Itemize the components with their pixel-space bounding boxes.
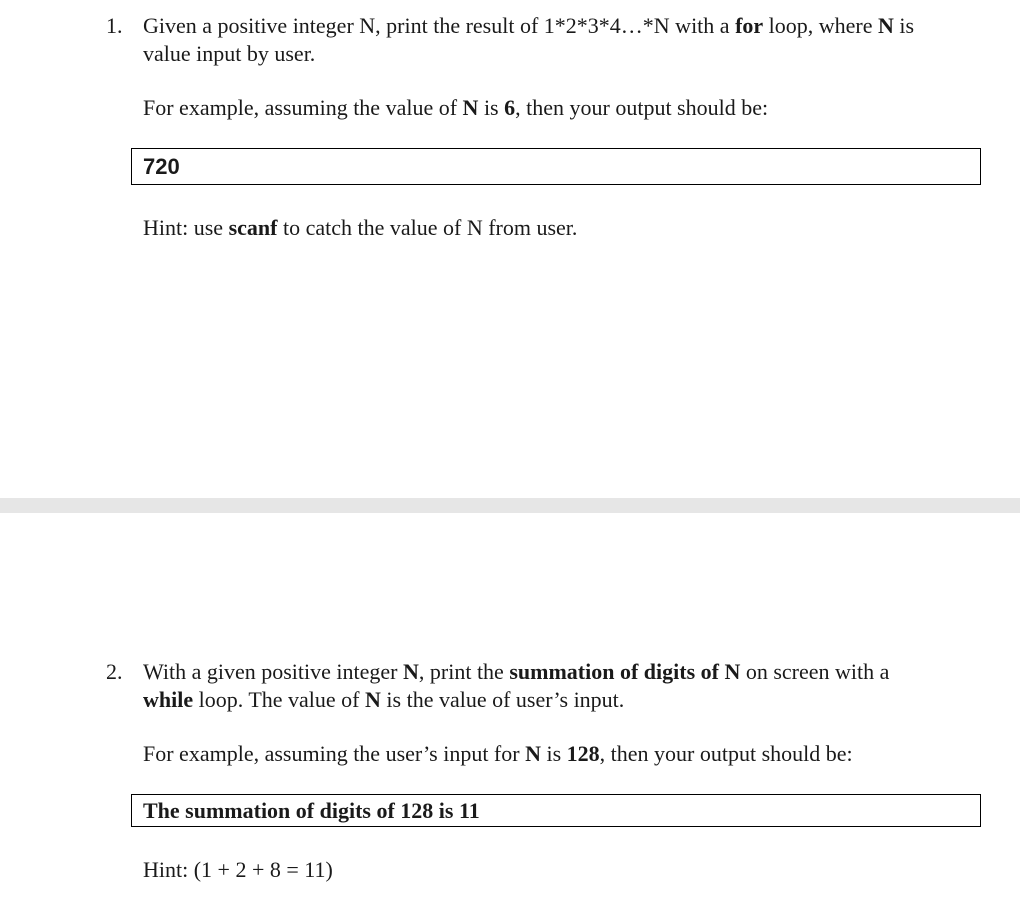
q2-example-text: For example, assuming the user’s input for [143, 741, 526, 766]
q1-example-text: , then your output should be: [515, 95, 769, 120]
q2-text: , print the [418, 659, 510, 684]
q2-text: loop. The value of [193, 687, 366, 712]
q2-text: With a given positive integer [143, 659, 403, 684]
q1-hint-text: to catch the value of N from user. [277, 215, 578, 240]
q1-keyword-for: for [735, 13, 764, 38]
q1-example [143, 94, 973, 122]
q1-text: loop, where [763, 13, 879, 38]
q2-hint [143, 856, 973, 884]
q2-emphasis: summation of digits of N [509, 659, 741, 684]
q1-example-text: For example, assuming the value of [143, 95, 463, 120]
q2-hint-text: Hint: (1 + 2 + 8 = 11) [143, 857, 333, 882]
q1-hint-text: Hint: use [143, 215, 229, 240]
q1-prompt [143, 12, 973, 68]
q2-output-text: The summation of digits of 128 is 11 [143, 798, 480, 823]
q2-number: 2. [106, 659, 123, 684]
q1-hint [143, 214, 973, 242]
q2-text: on screen with a [740, 659, 890, 684]
q2-var-n: N [403, 659, 419, 684]
q2-output-box [131, 794, 981, 827]
q2-example [143, 740, 973, 768]
q1-text-line2: value input by user. [143, 41, 316, 66]
q2-prompt [143, 658, 973, 714]
q2-var-n: N [365, 687, 381, 712]
q1-example-var: N [462, 95, 479, 120]
page-break [0, 498, 1020, 513]
q1-text: is [893, 13, 915, 38]
q2-example-var: N [525, 741, 541, 766]
q1-output-box [131, 148, 981, 185]
q1-example-text: is [478, 95, 505, 120]
q1-text: Given a positive integer N, print the result of 1*2*3*4…*N with a [143, 13, 736, 38]
q2-text: is the value of user’s input. [380, 687, 625, 712]
q1-example-value: 6 [504, 95, 516, 120]
q1-hint-keyword: scanf [228, 215, 278, 240]
q2-keyword-while: while [143, 687, 194, 712]
q2-example-value: 128 [566, 741, 600, 766]
q1-output-text: 720 [143, 154, 180, 179]
q1-var-n: N [878, 13, 894, 38]
q2-example-text: , then your output should be: [599, 741, 853, 766]
q1-number: 1. [106, 13, 123, 38]
q2-example-text: is [540, 741, 567, 766]
